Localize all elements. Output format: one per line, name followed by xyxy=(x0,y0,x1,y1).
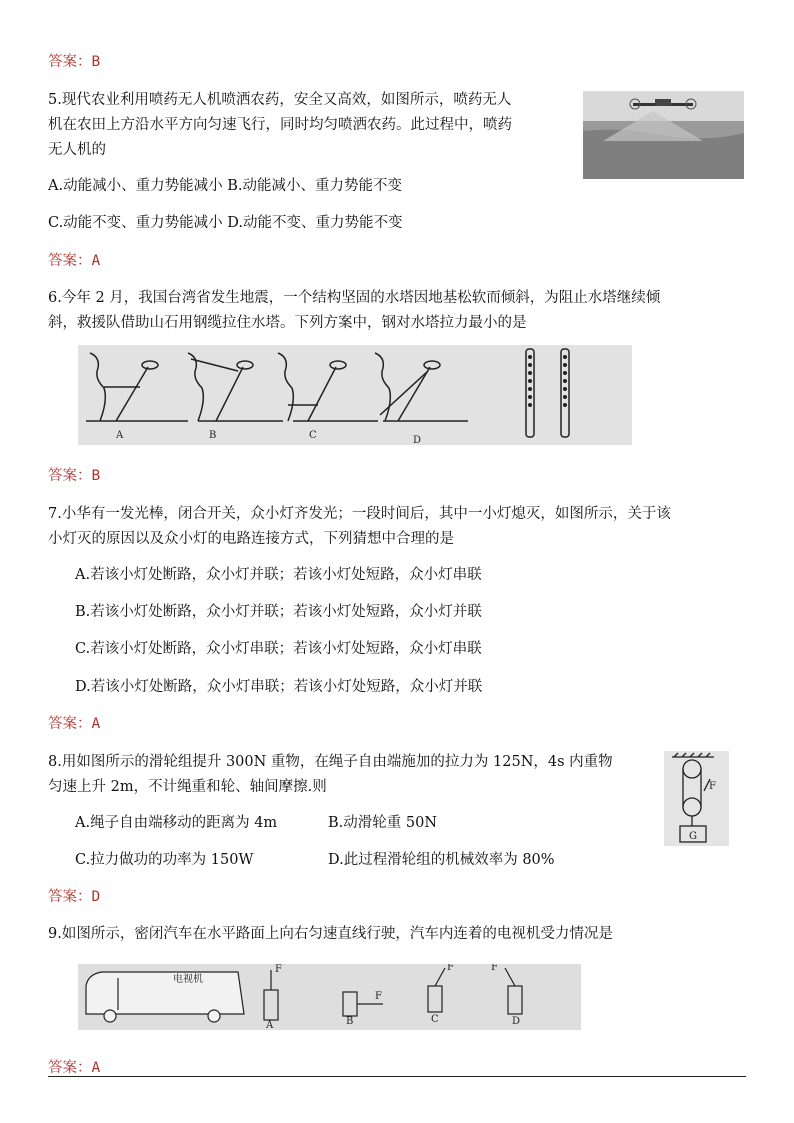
question-line: 8.用如图所示的滑轮组提升 300N 重物，在绳子自由端施加的拉力为 125N，4s 内重物 xyxy=(48,754,613,770)
question-line: 斜，救援队借助山石用钢缆拉住水塔。下列方案中，钢对水塔拉力最小的是 xyxy=(48,315,527,331)
figure-label: F xyxy=(275,964,282,975)
figure-label: B xyxy=(346,1016,354,1027)
page-divider xyxy=(48,1076,746,1077)
figure-label: D xyxy=(413,435,422,445)
drone-photo xyxy=(583,91,744,179)
figure-label: F xyxy=(709,781,716,792)
answer-label: 答案： xyxy=(48,1060,92,1076)
figure-label: D xyxy=(512,1016,521,1027)
figure-label: G xyxy=(689,831,697,842)
figure-label: B xyxy=(209,430,217,441)
question-line: 小灯灭的原因以及众小灯的电路连接方式，下列猜想中合理的是 xyxy=(48,531,454,547)
answer-value: A xyxy=(91,253,101,269)
option-line: B.若该小灯处断路，众小灯并联；若该小灯处短路，众小灯并联 xyxy=(75,604,482,620)
figure-label: F xyxy=(447,964,454,973)
figure-label: F xyxy=(491,964,498,973)
answer-line-q9 xyxy=(48,1056,100,1077)
figure-label: A xyxy=(116,430,124,441)
option-line: C.动能不变、重力势能减小 D.动能不变、重力势能不变 xyxy=(48,215,403,231)
option-line: C.拉力做功的功率为 150W xyxy=(75,852,254,868)
option-line: A.绳子自由端移动的距离为 4m xyxy=(75,815,278,831)
question-line: 9.如图所示，密闭汽车在水平路面上向右匀速直线行驶，汽车内连着的电视机受力情况是 xyxy=(48,926,613,942)
pulley-figure xyxy=(664,751,729,846)
figure-label: 电视机 xyxy=(173,974,203,985)
van-tv-figure xyxy=(78,964,581,1030)
figure-label: A xyxy=(266,1020,274,1030)
answer-line-q6 xyxy=(48,464,100,485)
answer-value: A xyxy=(91,1060,101,1076)
option-line: A.若该小灯处断路，众小灯并联；若该小灯处短路，众小灯串联 xyxy=(75,567,482,583)
answer-label: 答案： xyxy=(48,253,92,269)
question-line: 匀速上升 2m，不计绳重和轮、轴间摩擦.则 xyxy=(48,779,327,795)
answer-value: D xyxy=(91,889,101,905)
answer-line-q4 xyxy=(48,50,100,71)
question-line: 6.今年 2 月，我国台湾省发生地震，一个结构坚固的水塔因地基松软而倾斜，为阻止水塔继续倾 xyxy=(48,290,661,306)
question-line: 机在农田上方沿水平方向匀速飞行，同时均匀喷洒农药。此过程中，喷药 xyxy=(48,117,512,133)
water-tower-figure xyxy=(78,345,632,445)
question-line: 无人机的 xyxy=(48,142,106,158)
figure-label: F xyxy=(375,991,382,1002)
answer-label: 答案： xyxy=(48,468,92,484)
question-line: 5.现代农业利用喷药无人机喷洒农药，安全又高效，如图所示，喷药无人 xyxy=(48,92,512,108)
answer-label: 答案： xyxy=(48,889,92,905)
answer-line-q8 xyxy=(48,885,100,906)
answer-line-q5 xyxy=(48,249,100,270)
figure-label: C xyxy=(309,430,317,441)
answer-value: A xyxy=(91,716,101,732)
question-line: 7.小华有一发光棒，闭合开关，众小灯齐发光；一段时间后，其中一小灯熄灭，如图所示，关于该 xyxy=(48,506,671,522)
answer-label: 答案： xyxy=(48,54,92,70)
option-line: C.若该小灯处断路，众小灯串联；若该小灯处短路，众小灯串联 xyxy=(75,641,482,657)
answer-value: B xyxy=(91,54,101,70)
answer-value: B xyxy=(91,468,101,484)
option-line: A.动能减小、重力势能减小 B.动能减小、重力势能不变 xyxy=(48,178,402,194)
option-line: D.此过程滑轮组的机械效率为 80% xyxy=(328,852,555,868)
answer-label: 答案： xyxy=(48,716,92,732)
answer-line-q7 xyxy=(48,712,100,733)
option-line: B.动滑轮重 50N xyxy=(328,815,438,831)
option-line: D.若该小灯处断路，众小灯串联；若该小灯处短路，众小灯并联 xyxy=(75,679,483,695)
figure-label: C xyxy=(431,1014,439,1025)
